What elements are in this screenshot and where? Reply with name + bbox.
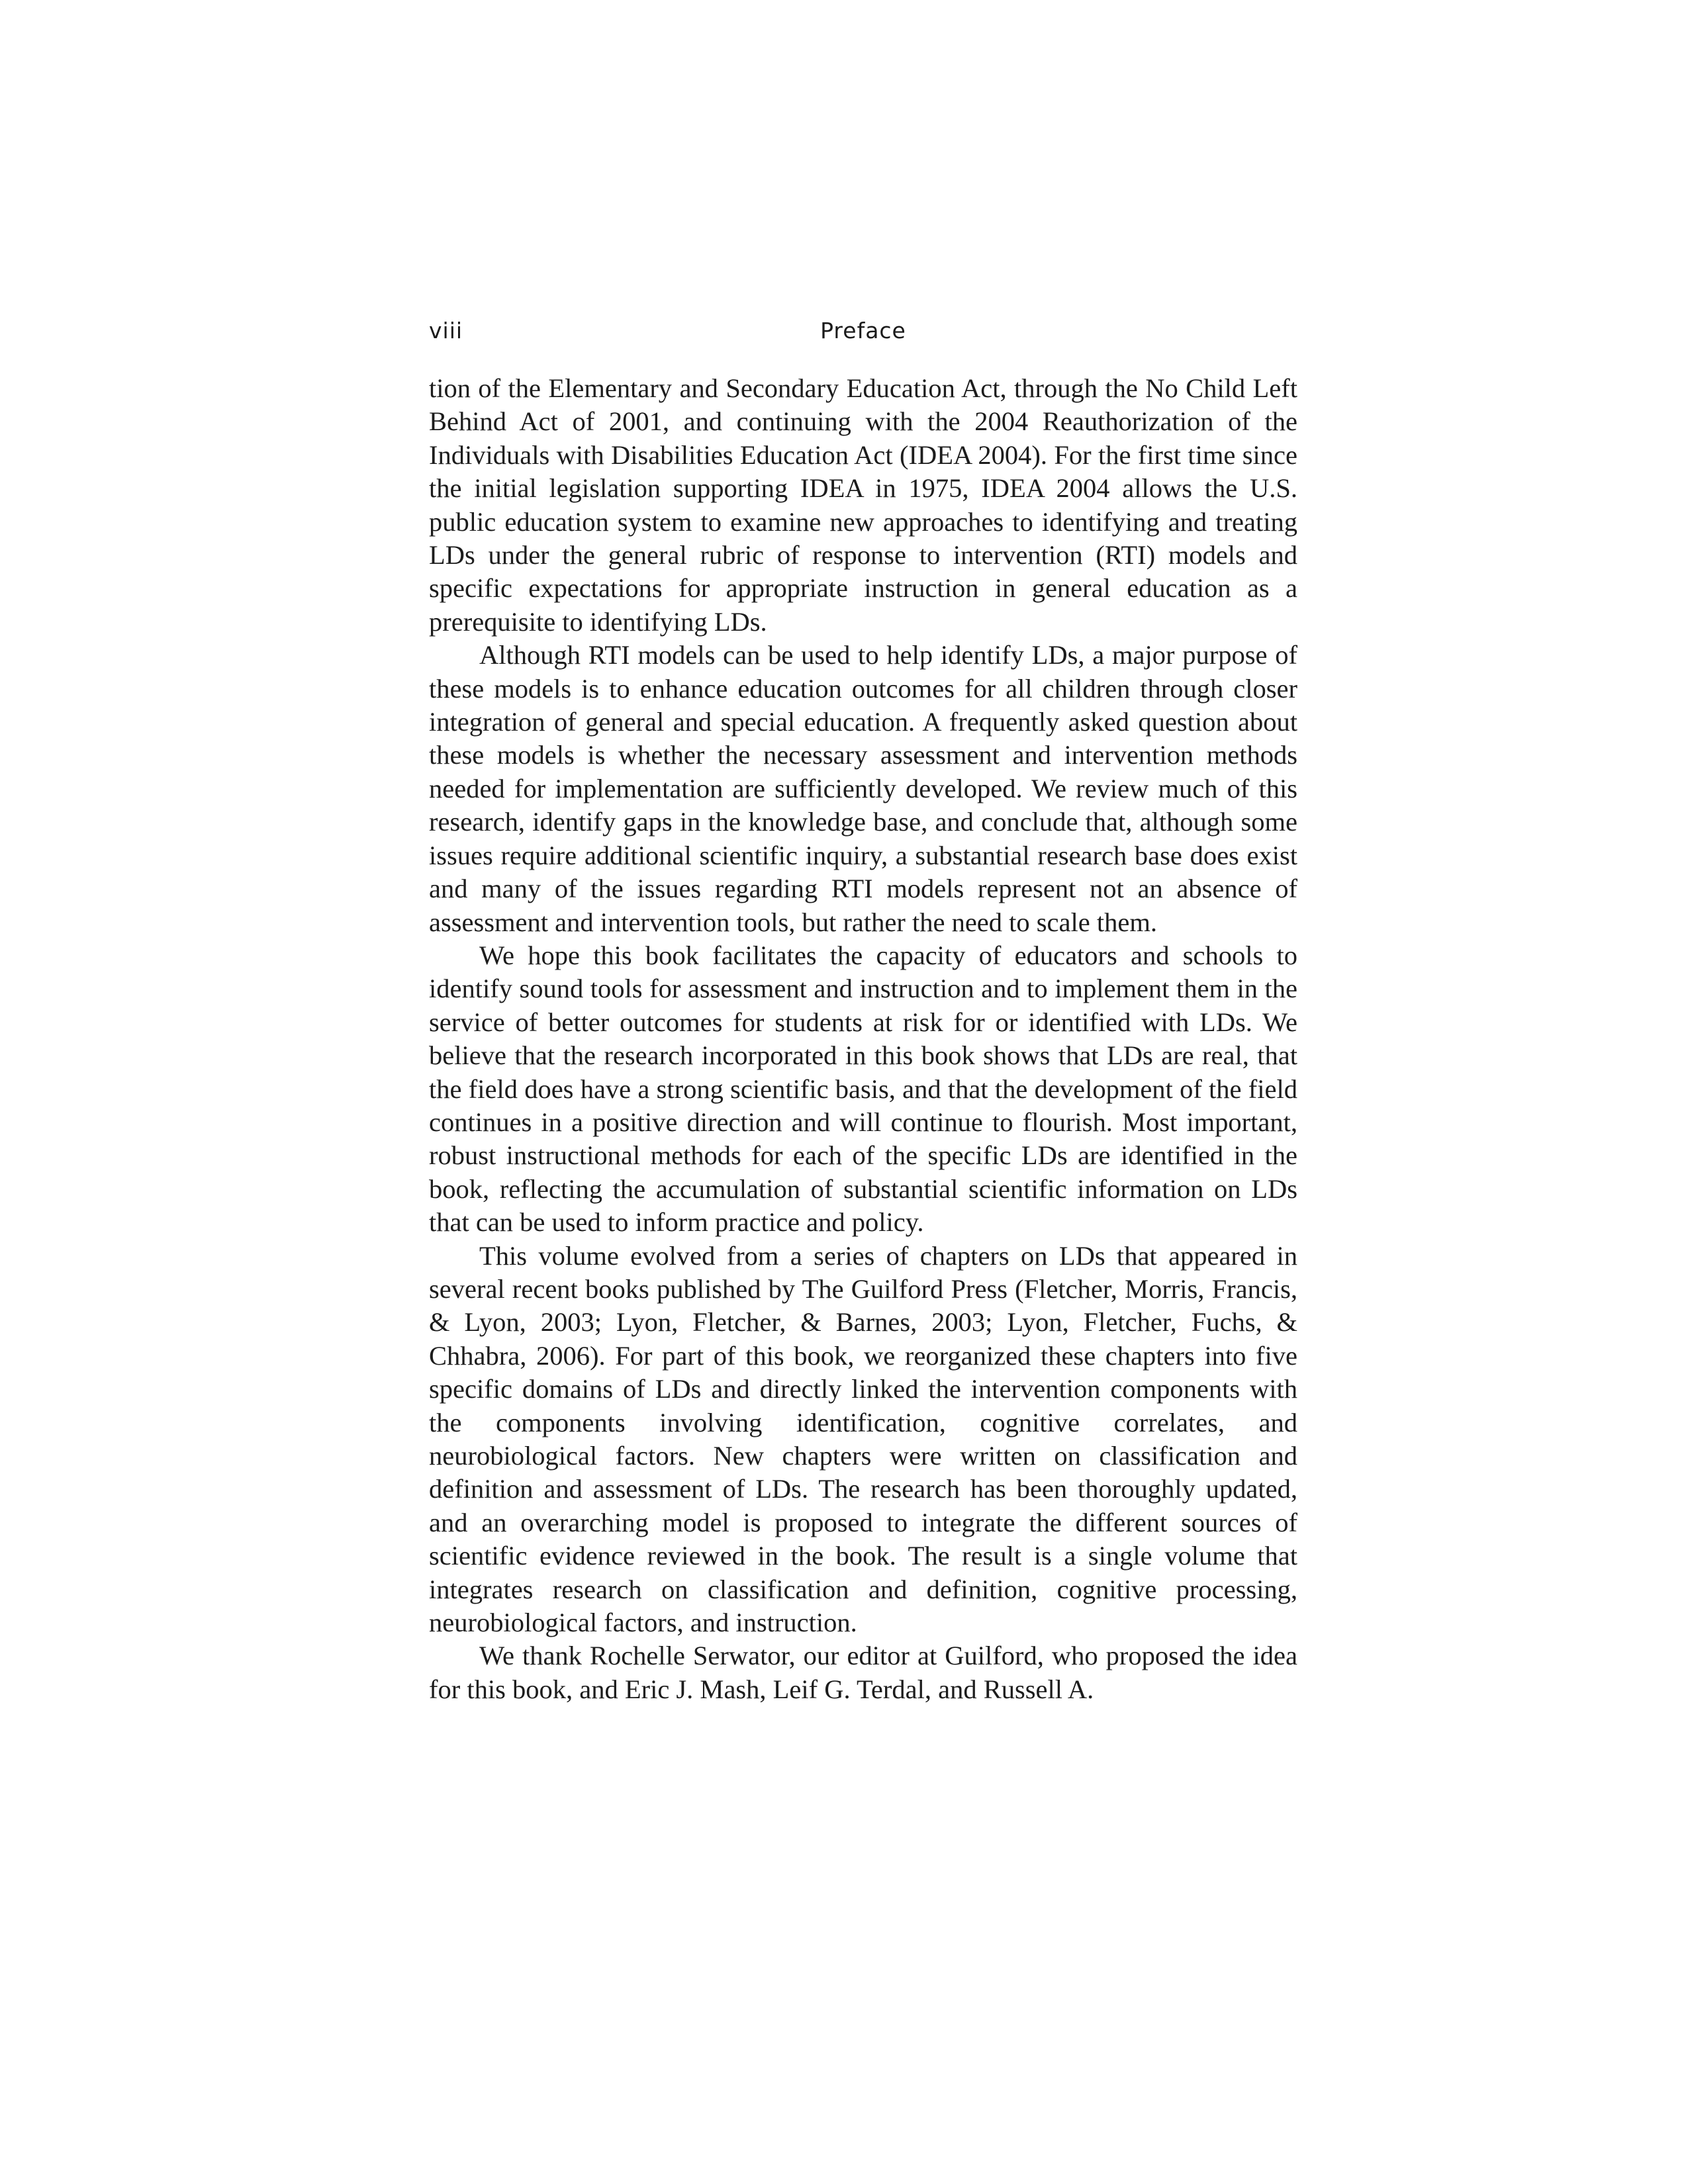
paragraph: We thank Rochelle Serwator, our editor at Guilford, who proposed the idea for this book, and Eric J. Mash, Leif G. Terdal, and Russell A. xyxy=(429,1641,1297,1704)
paragraph: Although RTI models can be used to help identify LDs, a major purpose of these models is to enhance education outcomes for all children through closer integration of general and special education. A frequently asked question about these models is whether the necessary assessment and intervention methods needed for implementation are sufficiently developed. We review much of this research, identify gaps in the knowledge base, and conclude that, although some issues require additional scientific inquiry, a substantial research base does exist and many of the issues regarding RTI models represent not an absence of assessment and intervention tools, but rather the need to scale them. xyxy=(429,640,1297,937)
book-page xyxy=(429,318,1297,1706)
page-header xyxy=(429,318,1297,357)
paragraph-continued: tion of the Elementary and Secondary Education Act, through the No Child Left Behind Act of 2001, and continuing with the 2004 Reauthorization of the Individuals with Disabilities Education Act (IDEA 2004). For the first time since the initial legislation supporting IDEA in 1975, IDEA 2004 allows the U.S. public education system to examine new approaches to identifying and treating LDs under the general rubric of response to intervention (RTI) models and specific expectations for appropriate instruction in general education as a prerequisite to identifying LDs. xyxy=(429,373,1297,637)
paragraph: This volume evolved from a series of chapters on LDs that appeared in several recent books published by The Guilford Press (Fletcher, Morris, Francis, & Lyon, 2003; Lyon, Fletcher, & Barnes, 2003; Lyon, Fletcher, Fuchs, & Chhabra, 2006). For part of this book, we reorganized these chapters into five specific domains of LDs and directly linked the intervention components with the components involving identification, cognitive correlates, and neurobiological factors. New chapters were written on classification and definition and assessment of LDs. The research has been thoroughly updated, and an overarching model is proposed to integrate the different sources of scientific evidence reviewed in the book. The result is a single volume that integrates research on classification and definition, cognitive processing, neurobiological factors, and instruction. xyxy=(429,1240,1297,1638)
running-head: Preface xyxy=(820,318,906,343)
body-text xyxy=(429,372,1297,1706)
paragraph: We hope this book facilitates the capacity of educators and schools to identify sound tools for assessment and instruction and to implement them in the service of better outcomes for students at risk for or identified with LDs. We believe that the research incorporated in this book shows that LDs are real, that the field does have a strong scientific basis, and that the development of the field continues in a positive direction and will continue to flourish. Most important, robust instructional methods for each of the specific LDs are identified in the book, reflecting the accumulation of substantial scientific information on LDs that can be used to inform practice and policy. xyxy=(429,940,1297,1238)
page-number: viii xyxy=(429,318,463,343)
